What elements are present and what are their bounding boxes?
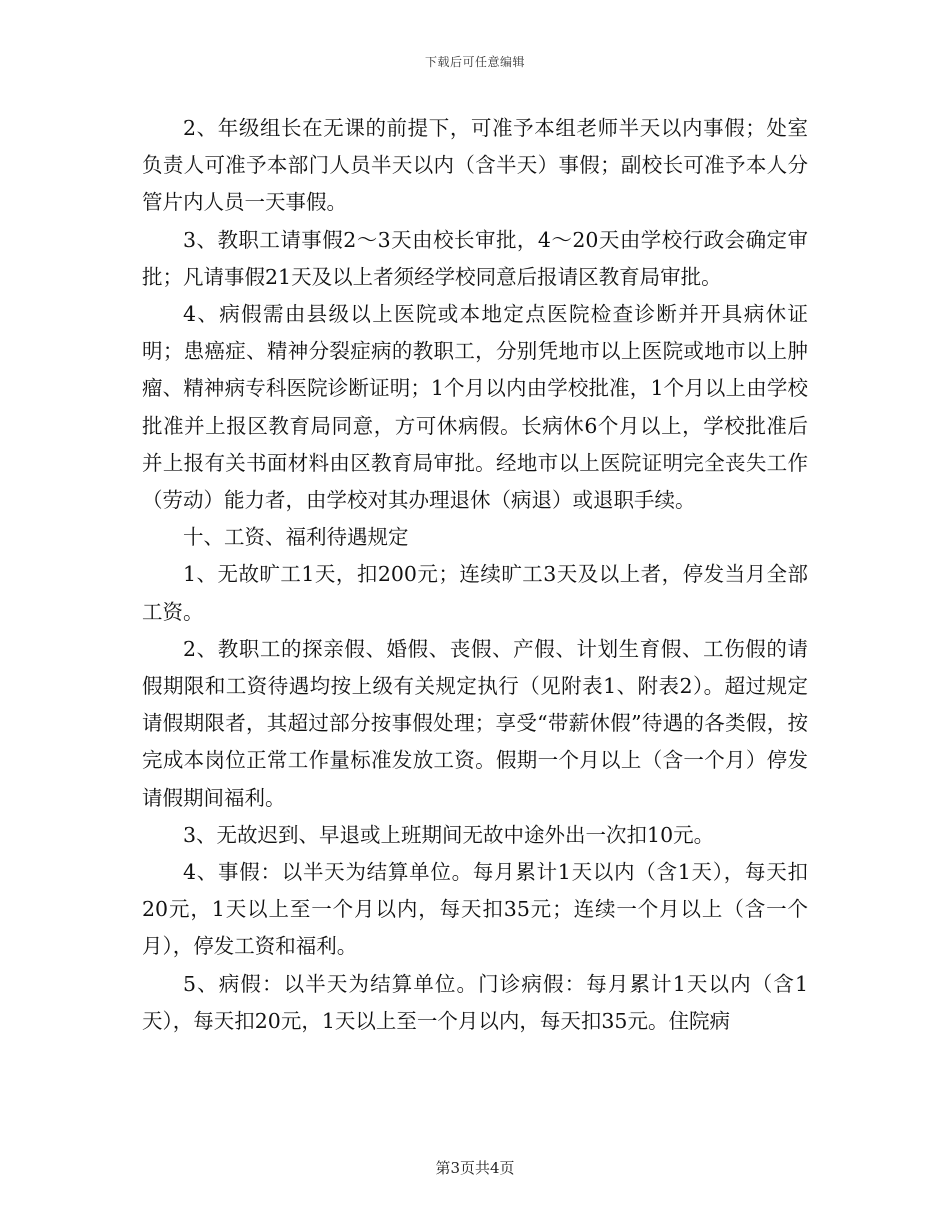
- paragraph: 4、事假：以半天为结算单位。每月累计1天以内（含1天），每天扣20元，1天以上至一个月以内，每天扣35元；连续一个月以上（含一个月），停发工资和福利。: [142, 860, 808, 959]
- page-footer: 第3页共4页: [435, 1159, 515, 1177]
- section-heading: 十、工资、福利待遇规定: [183, 525, 409, 550]
- document-body: [142, 110, 808, 1040]
- paragraph: 3、无故迟到、早退或上班期间无故中途外出一次扣10元。: [183, 822, 715, 847]
- page-header: 下载后可任意编辑: [424, 55, 525, 69]
- paragraph: 2、年级组长在无课的前提下，可准予本组老师半天以内事假；处室负责人可准予本部门人员半天以内（含半天）事假；副校长可准予本人分管片内人员一天事假。: [142, 116, 808, 215]
- paragraph: 5、病假：以半天为结算单位。门诊病假：每月累计1天以内（含1天），每天扣20元，1天以上至一个月以内，每天扣35元。住院病: [142, 971, 808, 1033]
- paragraph: 4、病假需由县级以上医院或本地定点医院检查诊断并开具病休证明；患癌症、精神分裂症病的教职工，分别凭地市以上医院或地市以上肿瘤、精神病专科医院诊断证明；1个月以内由学校批准，1个月以上由学校批准并上报区教育局同意，方可休病假。长病休6个月以上，学校批准后并上报有关书面材料由区教育局审批。经地市以上医院证明完全丧失工作（劳动）能力者，由学校对其办理退休（病退）或退职手续。: [142, 302, 808, 513]
- paragraph: 1、无故旷工1天，扣200元；连续旷工3天及以上者，停发当月全部工资。: [142, 562, 808, 624]
- paragraph: 3、教职工请事假2～3天由校长审批，4～20天由学校行政会确定审批；凡请事假21天及以上者须经学校同意后报请区教育局审批。: [142, 227, 808, 289]
- paragraph: 2、教职工的探亲假、婚假、丧假、产假、计划生育假、工伤假的请假期限和工资待遇均按上级有关规定执行（见附表1、附表2）。超过规定请假期限者，其超过部分按事假处理；享受“带薪休假”待遇的各类假，按完成本岗位正常工作量标准发放工资。假期一个月以上（含一个月）停发请假期间福利。: [142, 636, 808, 810]
